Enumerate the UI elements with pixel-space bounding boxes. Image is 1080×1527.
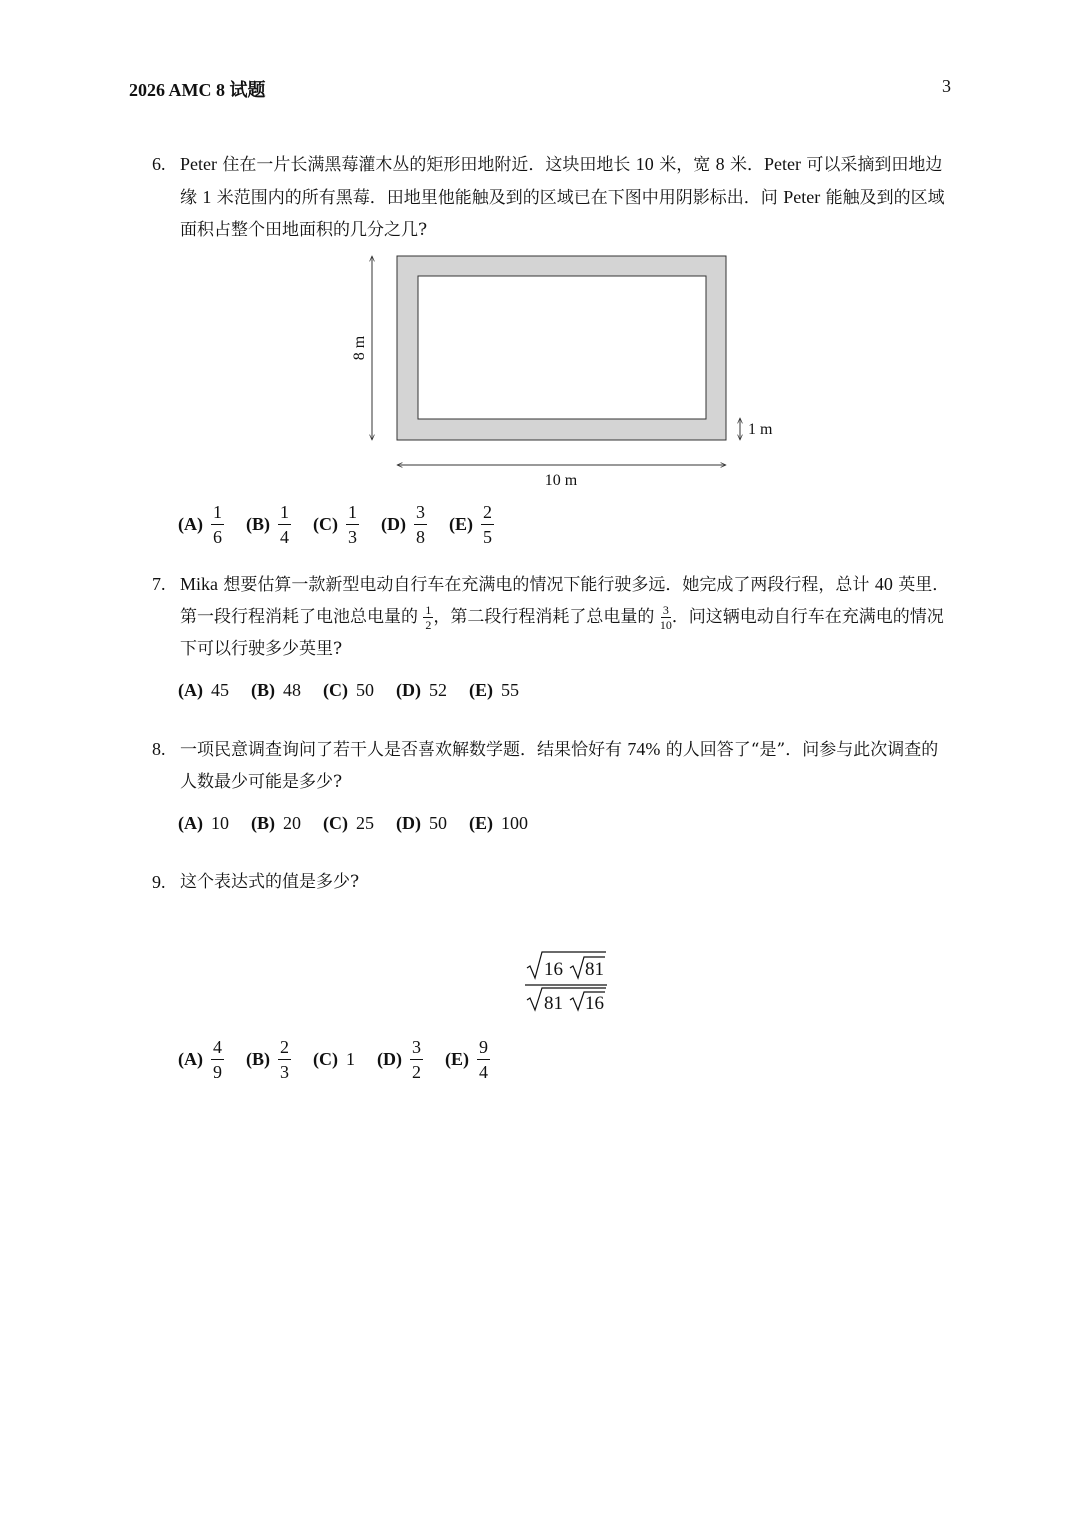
question-text: Mika 想要估算一款新型电动自行车在充满电的情况下能行驶多远．她完成了两段行程，总计 40 英里．第一段行程消耗了电池总电量的 $\frac{1}{2}$ ，第二段行程消耗了总电量的 $\frac{3}{10}$ ．问这辆电动自行车在充满电的情况下可以行驶多少英里? [180, 574, 950, 659]
page-number: 3 [942, 76, 951, 96]
denominator-inner: 16 [585, 993, 604, 1014]
height-label: 8 m [351, 335, 368, 361]
question-6 [152, 148, 952, 246]
width-label: 10 m [544, 472, 578, 489]
choice-a[interactable]: (A) 45 [178, 680, 229, 700]
choice-a[interactable]: (A) 10 [178, 813, 229, 833]
choice-fraction: $\frac{2}{5}$ [483, 502, 492, 547]
answer-choices [178, 680, 541, 701]
choice-d[interactable]: (D) $\frac{3}{2}$ [377, 1037, 421, 1082]
choice-c[interactable]: (C) $\frac{1}{3}$ [313, 502, 357, 547]
question-7 [152, 568, 952, 665]
choice-c[interactable]: (C) 50 [323, 680, 374, 700]
choice-fraction: $\frac{1}{4}$ [280, 502, 289, 547]
question-text: 这个表达式的值是多少? [180, 872, 360, 892]
choice-b[interactable]: (B) 48 [251, 680, 301, 700]
question-9 [152, 866, 952, 898]
answer-choices [178, 503, 516, 546]
choice-b[interactable]: (B) $\frac{1}{4}$ [246, 502, 289, 547]
numerator-inner: 81 [585, 959, 604, 980]
inline-fraction: $\frac{3}{10}$ [659, 603, 672, 632]
question-text: 一项民意调查询问了若干人是否喜欢解数学题．结果恰好有 74% 的人回答了“是”．问参与此次调查的人数最少可能是多少? [180, 739, 939, 792]
question-number: 7. [152, 574, 166, 594]
choice-fraction: $\frac{4}{9}$ [213, 1037, 222, 1082]
choice-c[interactable]: (C) 1 [313, 1049, 355, 1069]
field-inner-rect [418, 276, 706, 419]
answer-choices [178, 1038, 512, 1081]
header-title: 2026 AMC 8 试题 [129, 80, 266, 100]
choice-e[interactable]: (E) 55 [469, 680, 519, 700]
choice-fraction: $\frac{3}{2}$ [412, 1037, 421, 1082]
question-number: 6. [152, 154, 166, 174]
question-number: 9. [152, 872, 166, 892]
answer-choices [178, 813, 550, 834]
numerator-outer: 16 [544, 959, 563, 980]
inline-fraction: $\frac{1}{2}$ [425, 603, 432, 632]
choice-e[interactable]: (E) 100 [469, 813, 528, 833]
choice-a[interactable]: (A) $\frac{4}{9}$ [178, 1037, 222, 1082]
choice-b[interactable]: (B) $\frac{2}{3}$ [246, 1037, 289, 1082]
question-8 [152, 733, 952, 798]
question-number: 8. [152, 739, 166, 759]
choice-d[interactable]: (D) 52 [396, 680, 447, 700]
choice-fraction: $\frac{1}{6}$ [213, 502, 222, 547]
choice-fraction: $\frac{2}{3}$ [280, 1037, 289, 1082]
choice-d[interactable]: (D) $\frac{3}{8}$ [381, 502, 425, 547]
choice-c[interactable]: (C) 25 [323, 813, 374, 833]
expression-fraction [515, 948, 615, 1020]
choice-d[interactable]: (D) 50 [396, 813, 447, 833]
choice-e[interactable]: (E) $\frac{2}{5}$ [449, 502, 492, 547]
choice-fraction: $\frac{1}{3}$ [348, 502, 357, 547]
choice-b[interactable]: (B) 20 [251, 813, 301, 833]
question-text: Peter 住在一片长满黑莓灌木丛的矩形田地附近．这块田地长 10 米，宽 8 米．Peter 可以采摘到田地边缘 1 米范围内的所有黑莓．田地里他能触及到的区域已在下图中用阴影标出．问 Peter 能触及到的区域面积占整个田地面积的几分之几? [180, 154, 945, 240]
choice-fraction: $\frac{3}{8}$ [416, 502, 425, 547]
choice-fraction: $\frac{9}{4}$ [479, 1037, 488, 1082]
choice-e[interactable]: (E) $\frac{9}{4}$ [445, 1037, 488, 1082]
field-diagram [340, 248, 800, 498]
choice-a[interactable]: (A) $\frac{1}{6}$ [178, 502, 222, 547]
border-label: 1 m [748, 421, 773, 438]
denominator-outer: 81 [544, 993, 563, 1014]
